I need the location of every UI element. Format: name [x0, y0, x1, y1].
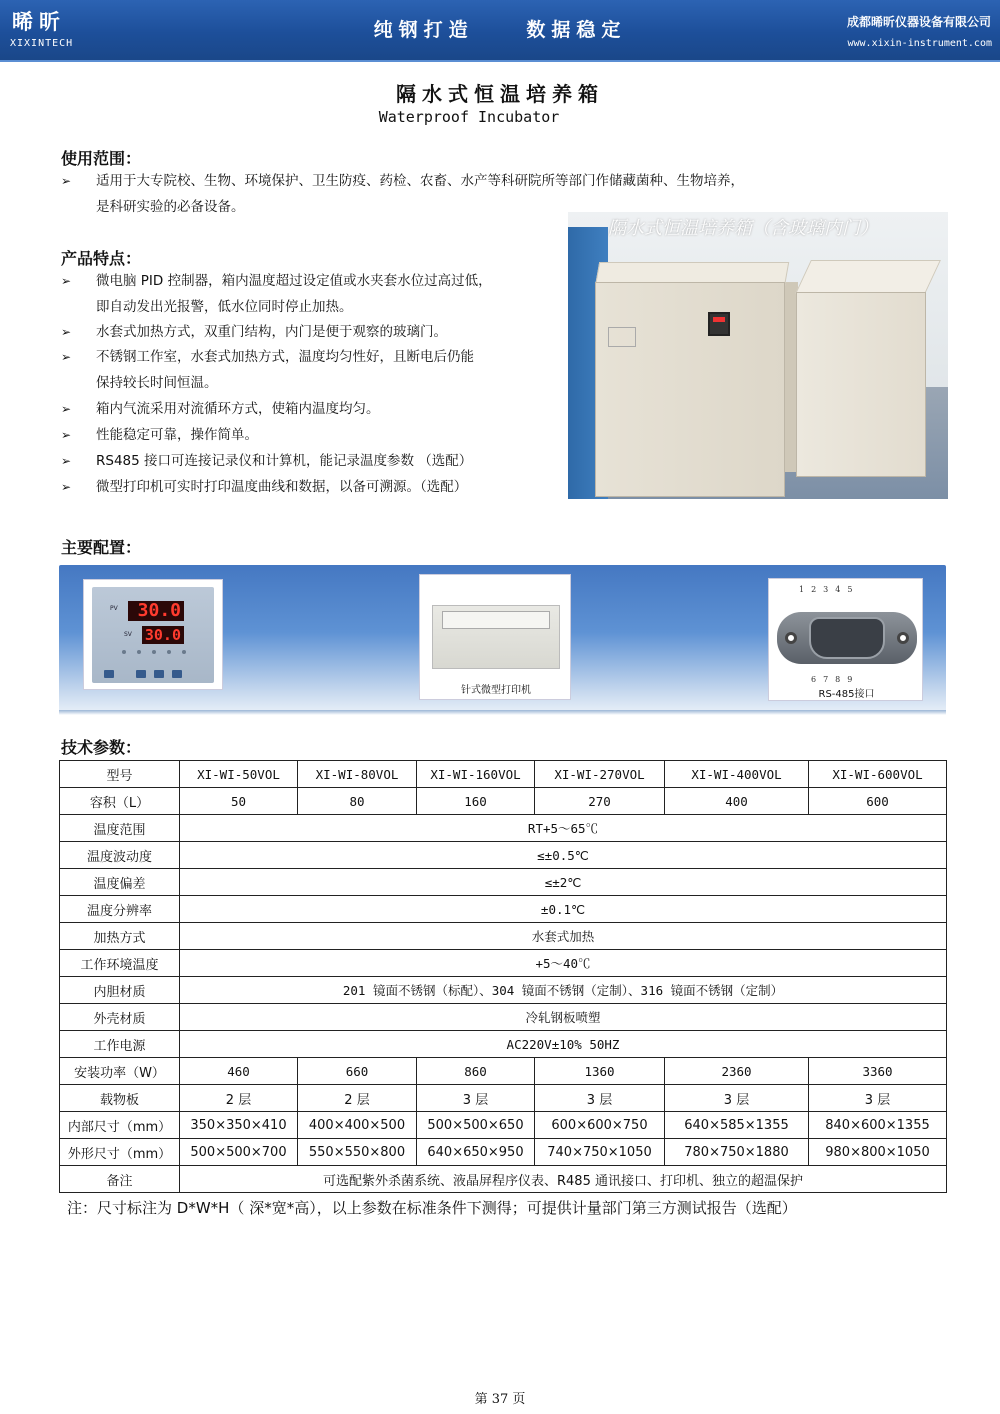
table-cell: XI-WI-50VOL: [180, 761, 298, 788]
usage-item: ➢ 适用于大专院校、生物、环境保护、卫生防疫、药检、农畜、水产等科研院所等部门作储藏菌种、生物培养， 是科研实验的必备设备。: [61, 168, 744, 220]
table-cell: 160: [417, 788, 535, 815]
table-cell: 660: [298, 1058, 417, 1085]
footnote: 注：尺寸标注为 D*W*H（ 深*宽*高），以上参数在标准条件下测得；可提供计量部门第三方测试报告（选配）: [67, 1199, 797, 1217]
bullet-arrow-icon: ➢: [61, 480, 72, 494]
table-cell: ≤±0.5℃: [180, 842, 947, 869]
table-cell: 2360: [665, 1058, 809, 1085]
table-cell: 3360: [809, 1058, 947, 1085]
table-cell: 冷轧钢板喷塑: [180, 1004, 947, 1031]
row-label: 载物板: [60, 1085, 180, 1112]
rs485-caption: RS-485接口: [818, 689, 875, 700]
rs485-pin-numbers-bottom: 6789: [811, 675, 860, 684]
table-cell: 980×800×1050: [809, 1139, 947, 1166]
bullet-arrow-icon: ➢: [61, 454, 72, 468]
incubator-right-image: [796, 292, 926, 477]
feature-item: ➢ 水套式加热方式，双重门结构，内门是便于观察的玻璃门。: [61, 320, 492, 344]
table-cell: 2 层: [298, 1085, 417, 1112]
table-cell: 860: [417, 1058, 535, 1085]
bullet-arrow-icon: ➢: [61, 274, 72, 288]
temperature-display-icon: [708, 312, 730, 336]
row-label: 温度波动度: [60, 842, 180, 869]
controller-button-icon: [154, 670, 164, 678]
table-cell: 3 层: [809, 1085, 947, 1112]
spec-table: [59, 760, 947, 1193]
slogan-1: 纯钢打造: [373, 19, 474, 41]
table-row: [60, 1112, 947, 1139]
slogan-2: 数据稳定: [526, 19, 627, 41]
table-row: [60, 977, 947, 1004]
table-cell: 50: [180, 788, 298, 815]
bullet-arrow-icon: ➢: [61, 350, 72, 364]
row-label: 温度偏差: [60, 869, 180, 896]
row-label: 工作环境温度: [60, 950, 180, 977]
table-cell: XI-WI-600VOL: [809, 761, 947, 788]
bullet-arrow-icon: ➢: [61, 428, 72, 442]
table-cell: 600: [809, 788, 947, 815]
row-label: 加热方式: [60, 923, 180, 950]
table-cell: 500×500×650: [417, 1112, 535, 1139]
row-label: 容积（L）: [60, 788, 180, 815]
table-cell: 1360: [535, 1058, 665, 1085]
table-cell: +5～40℃: [180, 950, 947, 977]
table-cell: 600×600×750: [535, 1112, 665, 1139]
table-row: [60, 1058, 947, 1085]
spec-heading: 技术参数：: [61, 738, 142, 757]
table-cell: XI-WI-400VOL: [665, 761, 809, 788]
brand-logo-cn: 晞昕: [12, 10, 66, 34]
controller-button-icon: [104, 670, 114, 678]
features-list: [61, 268, 492, 500]
table-cell: 460: [180, 1058, 298, 1085]
brand-logo-en: XIXINTECH: [10, 38, 74, 49]
rs485-pin-numbers-top: 12345: [799, 585, 860, 594]
row-label: 温度分辨率: [60, 896, 180, 923]
table-cell: XI-WI-160VOL: [417, 761, 535, 788]
feature-item: ➢ 性能稳定可靠，操作简单。: [61, 422, 492, 448]
printer-caption: 针式微型打印机: [461, 685, 531, 696]
bullet-arrow-icon: ➢: [61, 402, 72, 416]
table-cell: ≤±2℃: [180, 869, 947, 896]
table-cell: 3 层: [665, 1085, 809, 1112]
printer-image: [419, 574, 571, 700]
table-row: [60, 923, 947, 950]
table-row: [60, 950, 947, 977]
table-cell: 500×500×700: [180, 1139, 298, 1166]
product-photo: [568, 212, 948, 499]
feature-item: ➢ 微型打印机可实时打印温度曲线和数据，以备可溯源。（选配）: [61, 474, 492, 500]
table-cell: RT+5～65℃: [180, 815, 947, 842]
table-cell: ±0.1℃: [180, 896, 947, 923]
table-row: [60, 761, 947, 788]
table-row: [60, 842, 947, 869]
company-website: www.xixin-instrument.com: [847, 38, 992, 49]
table-cell: 550×550×800: [298, 1139, 417, 1166]
controller-button-icon: [136, 670, 146, 678]
table-cell: 740×750×1050: [535, 1139, 665, 1166]
feature-item: ➢ 不锈钢工作室，水套式加热方式，温度均匀性好，且断电后仍能 保持较长时间恒温。: [61, 344, 492, 396]
row-label: 备注: [60, 1166, 180, 1193]
table-row: [60, 1004, 947, 1031]
rs485-image: [768, 578, 923, 701]
table-cell: 3 层: [535, 1085, 665, 1112]
table-cell: 201 镜面不锈钢（标配）、304 镜面不锈钢（定制）、316 镜面不锈钢（定制）: [180, 977, 947, 1004]
row-label: 外形尺寸（mm）: [60, 1139, 180, 1166]
table-cell: 640×585×1355: [665, 1112, 809, 1139]
usage-heading: 使用范围：: [61, 149, 142, 168]
incubator-left-image: [595, 282, 785, 497]
product-title-cn: 隔水式恒温培养箱: [396, 82, 604, 106]
page-number: 第 37 页: [474, 1392, 526, 1407]
features-heading: 产品特点：: [61, 249, 142, 268]
feature-item: ➢ 箱内气流采用对流循环方式，使箱内温度均匀。: [61, 396, 492, 422]
page-header-banner: [0, 0, 1000, 62]
table-cell: 可选配紫外杀菌系统、液晶屏程序仪表、R485 通讯接口、打印机、独立的超温保护: [180, 1166, 947, 1193]
bullet-arrow-icon: ➢: [61, 325, 72, 339]
row-label: 型号: [60, 761, 180, 788]
photo-caption: 隔水式恒温培养箱（含玻璃内门）: [608, 218, 878, 239]
table-cell: 780×750×1880: [665, 1139, 809, 1166]
table-row: [60, 1139, 947, 1166]
table-cell: 840×600×1355: [809, 1112, 947, 1139]
table-cell: 80: [298, 788, 417, 815]
table-row: [60, 1031, 947, 1058]
controller-image: [83, 579, 223, 690]
row-label: 温度范围: [60, 815, 180, 842]
feature-item: ➢ RS485 接口可连接记录仪和计算机，能记录温度参数 （选配）: [61, 448, 492, 474]
table-row: [60, 896, 947, 923]
printer-slot-icon: [442, 611, 550, 629]
config-heading: 主要配置：: [61, 538, 142, 557]
table-cell: AC220V±10% 50HZ: [180, 1031, 947, 1058]
pv-display: 30.0: [128, 601, 184, 621]
sv-label: SV: [124, 631, 132, 638]
table-row: [60, 869, 947, 896]
bullet-arrow-icon: ➢: [61, 174, 72, 188]
table-cell: 水套式加热: [180, 923, 947, 950]
row-label: 内胆材质: [60, 977, 180, 1004]
company-name: 成都晞昕仪器设备有限公司: [846, 15, 991, 29]
pv-label: PV: [110, 605, 118, 612]
table-cell: 350×350×410: [180, 1112, 298, 1139]
sv-display: 30.0: [142, 626, 184, 644]
table-cell: XI-WI-80VOL: [298, 761, 417, 788]
table-cell: 2 层: [180, 1085, 298, 1112]
row-label: 安装功率（W）: [60, 1058, 180, 1085]
row-label: 工作电源: [60, 1031, 180, 1058]
feature-item: ➢ 微电脑 PID 控制器，箱内温度超过设定值或水夹套水位过高过低， 即自动发出光报警，低水位同时停止加热。: [61, 268, 492, 320]
table-cell: 640×650×950: [417, 1139, 535, 1166]
table-row: [60, 788, 947, 815]
table-cell: 3 层: [417, 1085, 535, 1112]
table-cell: 400: [665, 788, 809, 815]
controller-button-icon: [172, 670, 182, 678]
table-cell: 270: [535, 788, 665, 815]
table-row: [60, 1166, 947, 1193]
table-row: [60, 1085, 947, 1112]
table-cell: XI-WI-270VOL: [535, 761, 665, 788]
table-row: [60, 815, 947, 842]
row-label: 内部尺寸（mm）: [60, 1112, 180, 1139]
table-cell: 400×400×500: [298, 1112, 417, 1139]
product-title-en: Waterproof Incubator: [378, 108, 560, 126]
row-label: 外壳材质: [60, 1004, 180, 1031]
